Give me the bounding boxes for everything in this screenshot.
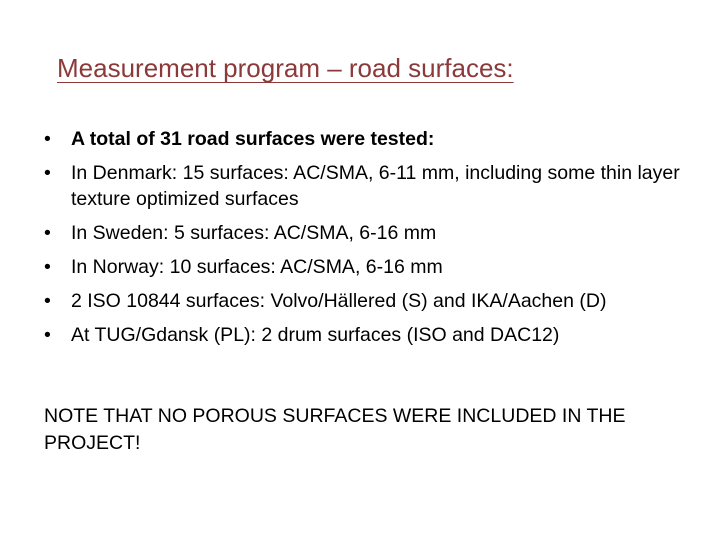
bullet-item-norway: [44, 255, 684, 281]
bullet-dot-icon: •: [44, 221, 51, 244]
slide-title: Measurement program – road surfaces:: [57, 53, 514, 83]
note-text: NOTE THAT NO POROUS SURFACES WERE INCLUDED IN THE PROJECT!: [44, 405, 626, 454]
bullet-dot-icon: •: [44, 323, 51, 346]
bullet-item-tug-gdansk: [44, 323, 684, 349]
bullet-item-sweden: [44, 221, 684, 247]
bullet-item-denmark: [44, 161, 684, 212]
bullet-text: A total of 31 road surfaces were tested:: [71, 128, 435, 150]
bullet-text: In Sweden: 5 surfaces: AC/SMA, 6-16 mm: [71, 221, 437, 244]
bullet-dot-icon: •: [44, 255, 51, 278]
bullet-item-total: [44, 127, 684, 153]
bullet-text: In Denmark: 15 surfaces: AC/SMA, 6-11 mm, including some thin layer texture optimized surfaces: [71, 162, 680, 210]
bullet-text: In Norway: 10 surfaces: AC/SMA, 6-16 mm: [71, 255, 443, 278]
bullet-dot-icon: •: [44, 289, 51, 312]
bullet-dot-icon: •: [44, 128, 51, 150]
bullet-text: 2 ISO 10844 surfaces: Volvo/Hällered (S) and IKA/Aachen (D): [71, 289, 607, 312]
bullet-item-iso: [44, 289, 684, 315]
bullet-text: At TUG/Gdansk (PL): 2 drum surfaces (ISO and DAC12): [71, 323, 560, 346]
bullet-list: [44, 127, 684, 357]
bullet-dot-icon: •: [44, 162, 51, 184]
